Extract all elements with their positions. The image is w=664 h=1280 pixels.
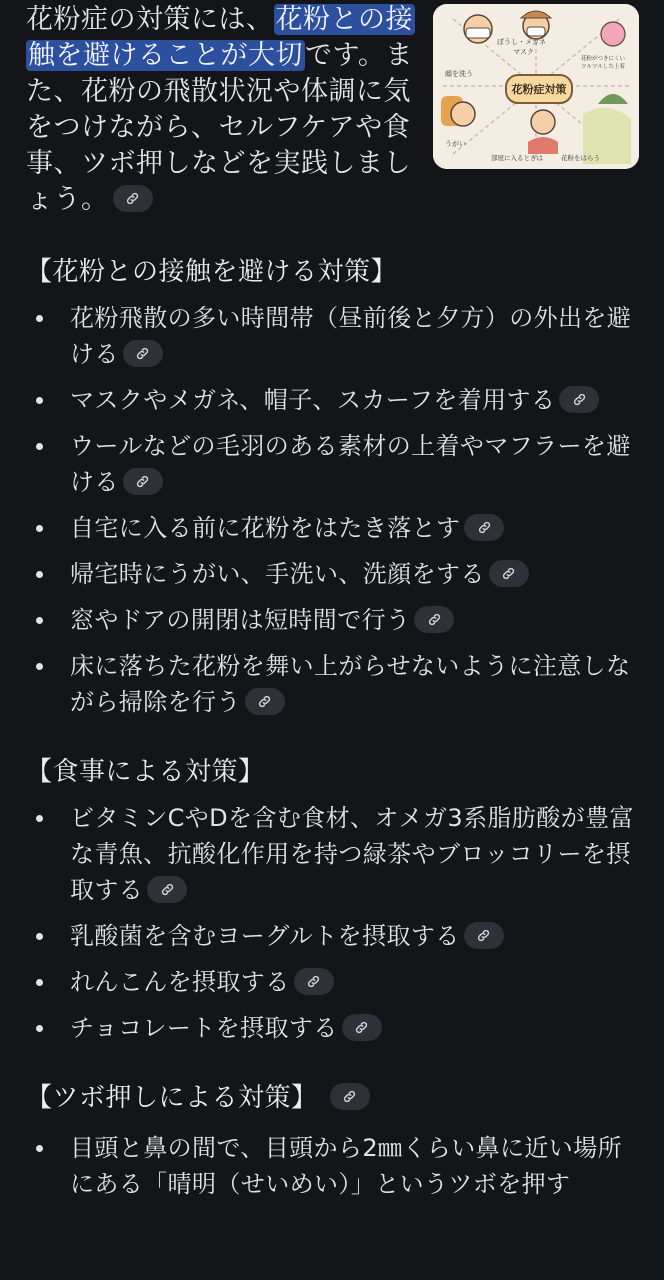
list-item	[26, 964, 638, 1000]
link-icon	[160, 882, 175, 897]
source-link-button[interactable]	[330, 1083, 370, 1110]
list-item	[26, 382, 638, 418]
intro-text-after: です。また、花粉の飛散状況や体調に気をつけながら、セルフケアや食事、ツボ押しなどを実践しましょう。	[26, 40, 413, 215]
list-item-text: 床に落ちた花粉を舞い上がらせないように注意しながら掃除を行う	[70, 652, 631, 716]
list-item-text: ウールなどの毛羽のある素材の上着やマフラーを避ける	[70, 432, 631, 496]
list-item	[26, 1010, 638, 1046]
source-link-button[interactable]	[294, 968, 334, 995]
link-icon	[572, 392, 587, 407]
answer-content	[26, 254, 638, 1202]
link-icon	[125, 191, 140, 206]
source-link-button[interactable]	[342, 1014, 382, 1041]
link-icon	[257, 694, 272, 709]
link-icon	[306, 974, 321, 989]
link-icon	[427, 612, 442, 627]
link-icon	[135, 346, 150, 361]
source-link-button[interactable]	[464, 922, 504, 949]
source-link-button[interactable]	[123, 468, 163, 495]
svg-text:花粉をはらう: 花粉をはらう	[561, 154, 600, 162]
list-item	[26, 602, 638, 638]
section-diet	[26, 754, 638, 1046]
answer-intro	[26, 2, 424, 218]
list-item	[26, 556, 638, 592]
list-item	[26, 918, 638, 954]
intro-text: 花粉症の対策には、	[26, 4, 274, 35]
source-link-button[interactable]	[245, 688, 285, 715]
list-item	[26, 428, 638, 500]
bullet-list	[26, 1130, 638, 1202]
source-link-button[interactable]	[123, 340, 163, 367]
list-item-text: 目頭と鼻の間で、目頭から2㎜くらい鼻に近い場所にある「晴明（せいめい）」というツボを押す	[70, 1134, 622, 1198]
list-item-text: 乳酸菌を含むヨーグルトを摂取する	[70, 922, 460, 950]
svg-text:部屋に入るときは: 部屋に入るときは	[491, 154, 543, 162]
thumbnail-title: 花粉症対策	[505, 74, 573, 104]
source-link-button[interactable]	[464, 514, 504, 541]
list-item-text: れんこんを摂取する	[70, 968, 290, 996]
list-item	[26, 648, 638, 720]
source-thumbnail-image[interactable]	[433, 4, 639, 169]
list-item	[26, 1130, 638, 1202]
section-title-text: 【ツボ押しによる対策】	[26, 1083, 318, 1113]
svg-text:ツルツルした上着: ツルツルした上着	[581, 64, 626, 70]
link-icon	[501, 566, 516, 581]
bullet-list	[26, 800, 638, 1046]
section-avoid-contact	[26, 254, 638, 720]
bullet-list	[26, 300, 638, 720]
source-link-button[interactable]	[414, 606, 454, 633]
source-link-button[interactable]	[113, 185, 153, 212]
link-icon	[135, 474, 150, 489]
section-title	[26, 1080, 638, 1116]
link-icon	[342, 1089, 357, 1104]
list-item-text: 花粉飛散の多い時間帯（昼前後と夕方）の外出を避ける	[70, 304, 632, 368]
link-icon	[477, 520, 492, 535]
source-link-button[interactable]	[489, 560, 529, 587]
list-item-text: マスクやメガネ、帽子、スカーフを着用する	[70, 386, 556, 414]
svg-text:ぼうし・メガネ: ぼうし・メガネ	[497, 38, 546, 46]
section-title: 【花粉との接触を避ける対策】	[26, 257, 398, 287]
svg-text:マスク: マスク	[513, 48, 534, 56]
link-icon	[354, 1020, 369, 1035]
list-item	[26, 510, 638, 546]
link-icon	[476, 928, 491, 943]
section-acupressure	[26, 1080, 638, 1202]
section-title: 【食事による対策】	[26, 757, 265, 787]
list-item-text: 窓やドアの開閉は短時間で行う	[70, 606, 411, 634]
source-link-button[interactable]	[147, 876, 187, 903]
list-item-text: 自宅に入る前に花粉をはたき落とす	[70, 514, 461, 542]
list-item-text: ビタミンCやDを含む食材、オメガ3系脂肪酸が豊富な青魚、抗酸化作用を持つ緑茶やブロッコリーを摂取する	[70, 804, 634, 904]
intro-highlight: 花粉との接触を避けることが大切	[28, 4, 413, 71]
svg-text:うがい: うがい	[445, 140, 466, 148]
list-item-text: チョコレートを摂取する	[70, 1014, 338, 1042]
svg-text:顔を洗う: 顔を洗う	[445, 70, 473, 78]
source-link-button[interactable]	[559, 386, 599, 413]
list-item	[26, 300, 638, 372]
list-item	[26, 800, 638, 908]
svg-text:花粉がつきにくい: 花粉がつきにくい	[581, 56, 626, 62]
list-item-text: 帰宅時にうがい、手洗い、洗顔をする	[70, 560, 485, 588]
